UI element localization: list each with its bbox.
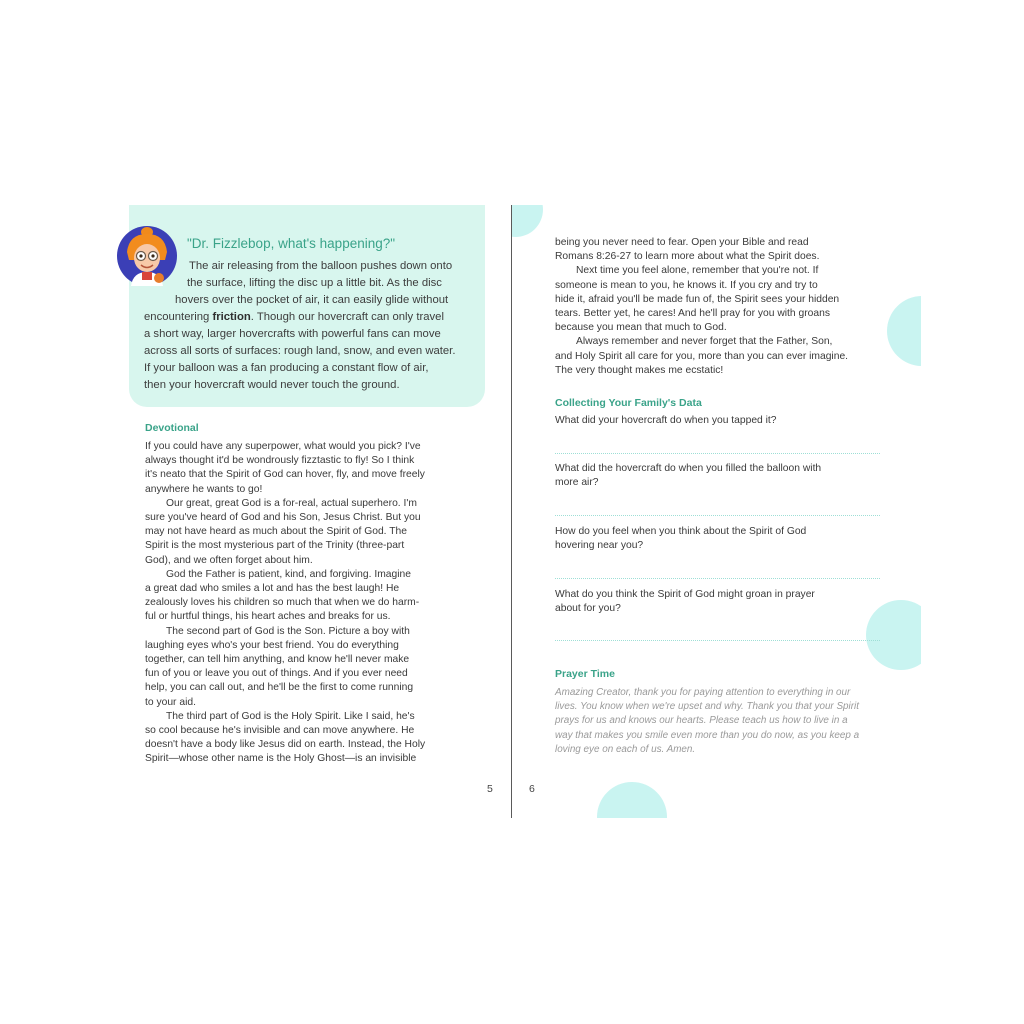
callout-line: across all sorts of surfaces: rough land, snow, and even water. [144,345,456,357]
paragraph-line: hide it, afraid you'll be made fun of, the Spirit sees your hidden [555,293,840,305]
paragraph-line: Our great, great God is a for-real, actual superhero. I'm [166,497,417,509]
answer-line-4[interactable] [555,640,880,641]
family-data-heading: Collecting Your Family's Data [555,397,702,409]
paragraph-line: Next time you feel alone, remember that you're not. If [576,265,819,277]
paragraph-line: Spirit—whose other name is the Holy Ghost—is an invisible [145,753,417,765]
paragraph-line: sure you've heard of God and his Son, Jesus Christ. But you [145,512,421,524]
question-1 [555,414,885,428]
paragraph-line: The third part of God is the Holy Spirit. Like I said, he's [166,710,415,722]
paragraph-line: it's neato that the Spirit of God can hover, fly, and move freely [145,469,425,481]
dr-fizzlebop-avatar-icon [115,222,179,286]
paragraph-line: because you mean that much to God. [555,322,727,334]
callout-line: The air releasing from the balloon pushes down onto [189,260,453,272]
page-gutter-divider [511,205,512,818]
decor-circle-top [488,182,543,237]
paragraph-line: always thought it'd be wondrously fizztastic to fly! So I think [145,455,415,467]
answer-line-1[interactable] [555,453,880,454]
paragraph-line: so cool because he's invisible and can move anywhere. He [145,725,415,737]
question-text: What did the hovercraft do when you filled the balloon with [555,463,822,474]
prayer-line: way that makes you smile even more than you do now, as you keep a [555,729,860,741]
prayer-time-heading: Prayer Time [555,668,615,680]
callout-line [144,309,444,326]
paragraph-line: together, can tell him anything, and know he'll never make [145,654,410,666]
prayer-line: prays for us and knows our hearts. Please teach us how to live in a [555,715,848,727]
paragraph-line: laughing eyes who's your best friend. You do everything [145,639,399,651]
friction-term: friction [212,311,251,323]
paragraph-line: doesn't have a body like Jesus did on earth. Instead, the Holy [145,739,426,751]
answer-line-2[interactable] [555,515,880,516]
question-3 [555,525,885,553]
question-2 [555,462,885,490]
paragraph-line: God), and we often forget about him. [145,554,313,566]
paragraph-line: The very thought makes me ecstatic! [555,364,724,376]
paragraph-line: If you could have any superpower, what would you pick? I've [145,441,421,452]
callout-line: the surface, lifting the disc up a little bit. As the disc [187,277,442,289]
question-text: more air? [555,477,599,489]
paragraph-line: zealously loves his children so much that when we do harm- [145,597,420,609]
devotional-text [145,440,480,767]
prayer-line: loving eye on each of us. Amen. [555,743,696,755]
paragraph-line: tears. Better yet, he cares! And he'll pray for you with groans [555,308,830,320]
page-number-left: 5 [487,783,493,795]
paragraph-line: fun of you or leave you out of things. And if you ever need [145,668,408,680]
paragraph-line: ful or hurtful things, his heart aches and breaks for us. [145,611,391,623]
paragraph-line: someone is mean to you, he knows it. If you cry and try to [555,279,818,291]
prayer-text [555,686,885,757]
devotional-heading: Devotional [145,422,199,434]
paragraph-line: to your aid. [145,696,196,708]
decor-circle-right-top [887,296,957,366]
answer-line-3[interactable] [555,578,880,579]
paragraph-line: being you never need to fear. Open your Bible and read [555,237,809,248]
question-text: What did your hovercraft do when you tapped it? [555,415,777,426]
question-4 [555,588,885,616]
callout-line: hovers over the pocket of air, it can easily glide without [175,294,449,306]
paragraph-line: anywhere he wants to go! [145,483,263,495]
callout-line: then your hovercraft would never touch the ground. [144,379,400,391]
question-text: hovering near you? [555,540,644,552]
paragraph-line: Spirit is the most mysterious part of the Trinity (three-part [145,540,405,552]
paragraph-line: a great dad who smiles a lot and has the best laugh! He [145,583,400,595]
paragraph-line: God the Father is patient, kind, and forgiving. Imagine [166,568,411,580]
page-number-right: 6 [529,783,535,795]
paragraph-line: help, you can call out, and he'll be the first to come running [145,682,414,694]
question-text: How do you feel when you think about the Spirit of God [555,526,807,537]
question-text: What do you think the Spirit of God might groan in prayer [555,589,815,600]
paragraph-line: may not have heard as much about the Spirit of God. The [145,526,407,538]
devotional-continued-text [555,236,890,378]
paragraph-line: and Holy Spirit all care for you, more than you can ever imagine. [555,350,849,362]
paragraph-line: Always remember and never forget that the Father, Son, [576,336,833,348]
callout-text: encountering [144,311,213,323]
paragraph-line: The second part of God is the Son. Picture a boy with [166,625,410,637]
question-text: about for you? [555,603,621,615]
callout-text: . Though our hovercraft can only travel [250,311,444,323]
callout-line: a short way, larger hovercrafts with powerful fans can move [144,328,441,340]
callout-title: "Dr. Fizzlebop, what's happening?" [187,236,396,251]
prayer-line: Amazing Creator, thank you for paying attention to everything in our [555,687,851,698]
callout-line: If your balloon was a fan producing a constant flow of air, [144,362,429,374]
decor-circle-bottom [597,782,667,852]
paragraph-line: Romans 8:26-27 to learn more about what the Spirit does. [555,251,820,263]
prayer-line: lives. You know when we're upset and why. Thank you that your Spirit [555,701,859,713]
